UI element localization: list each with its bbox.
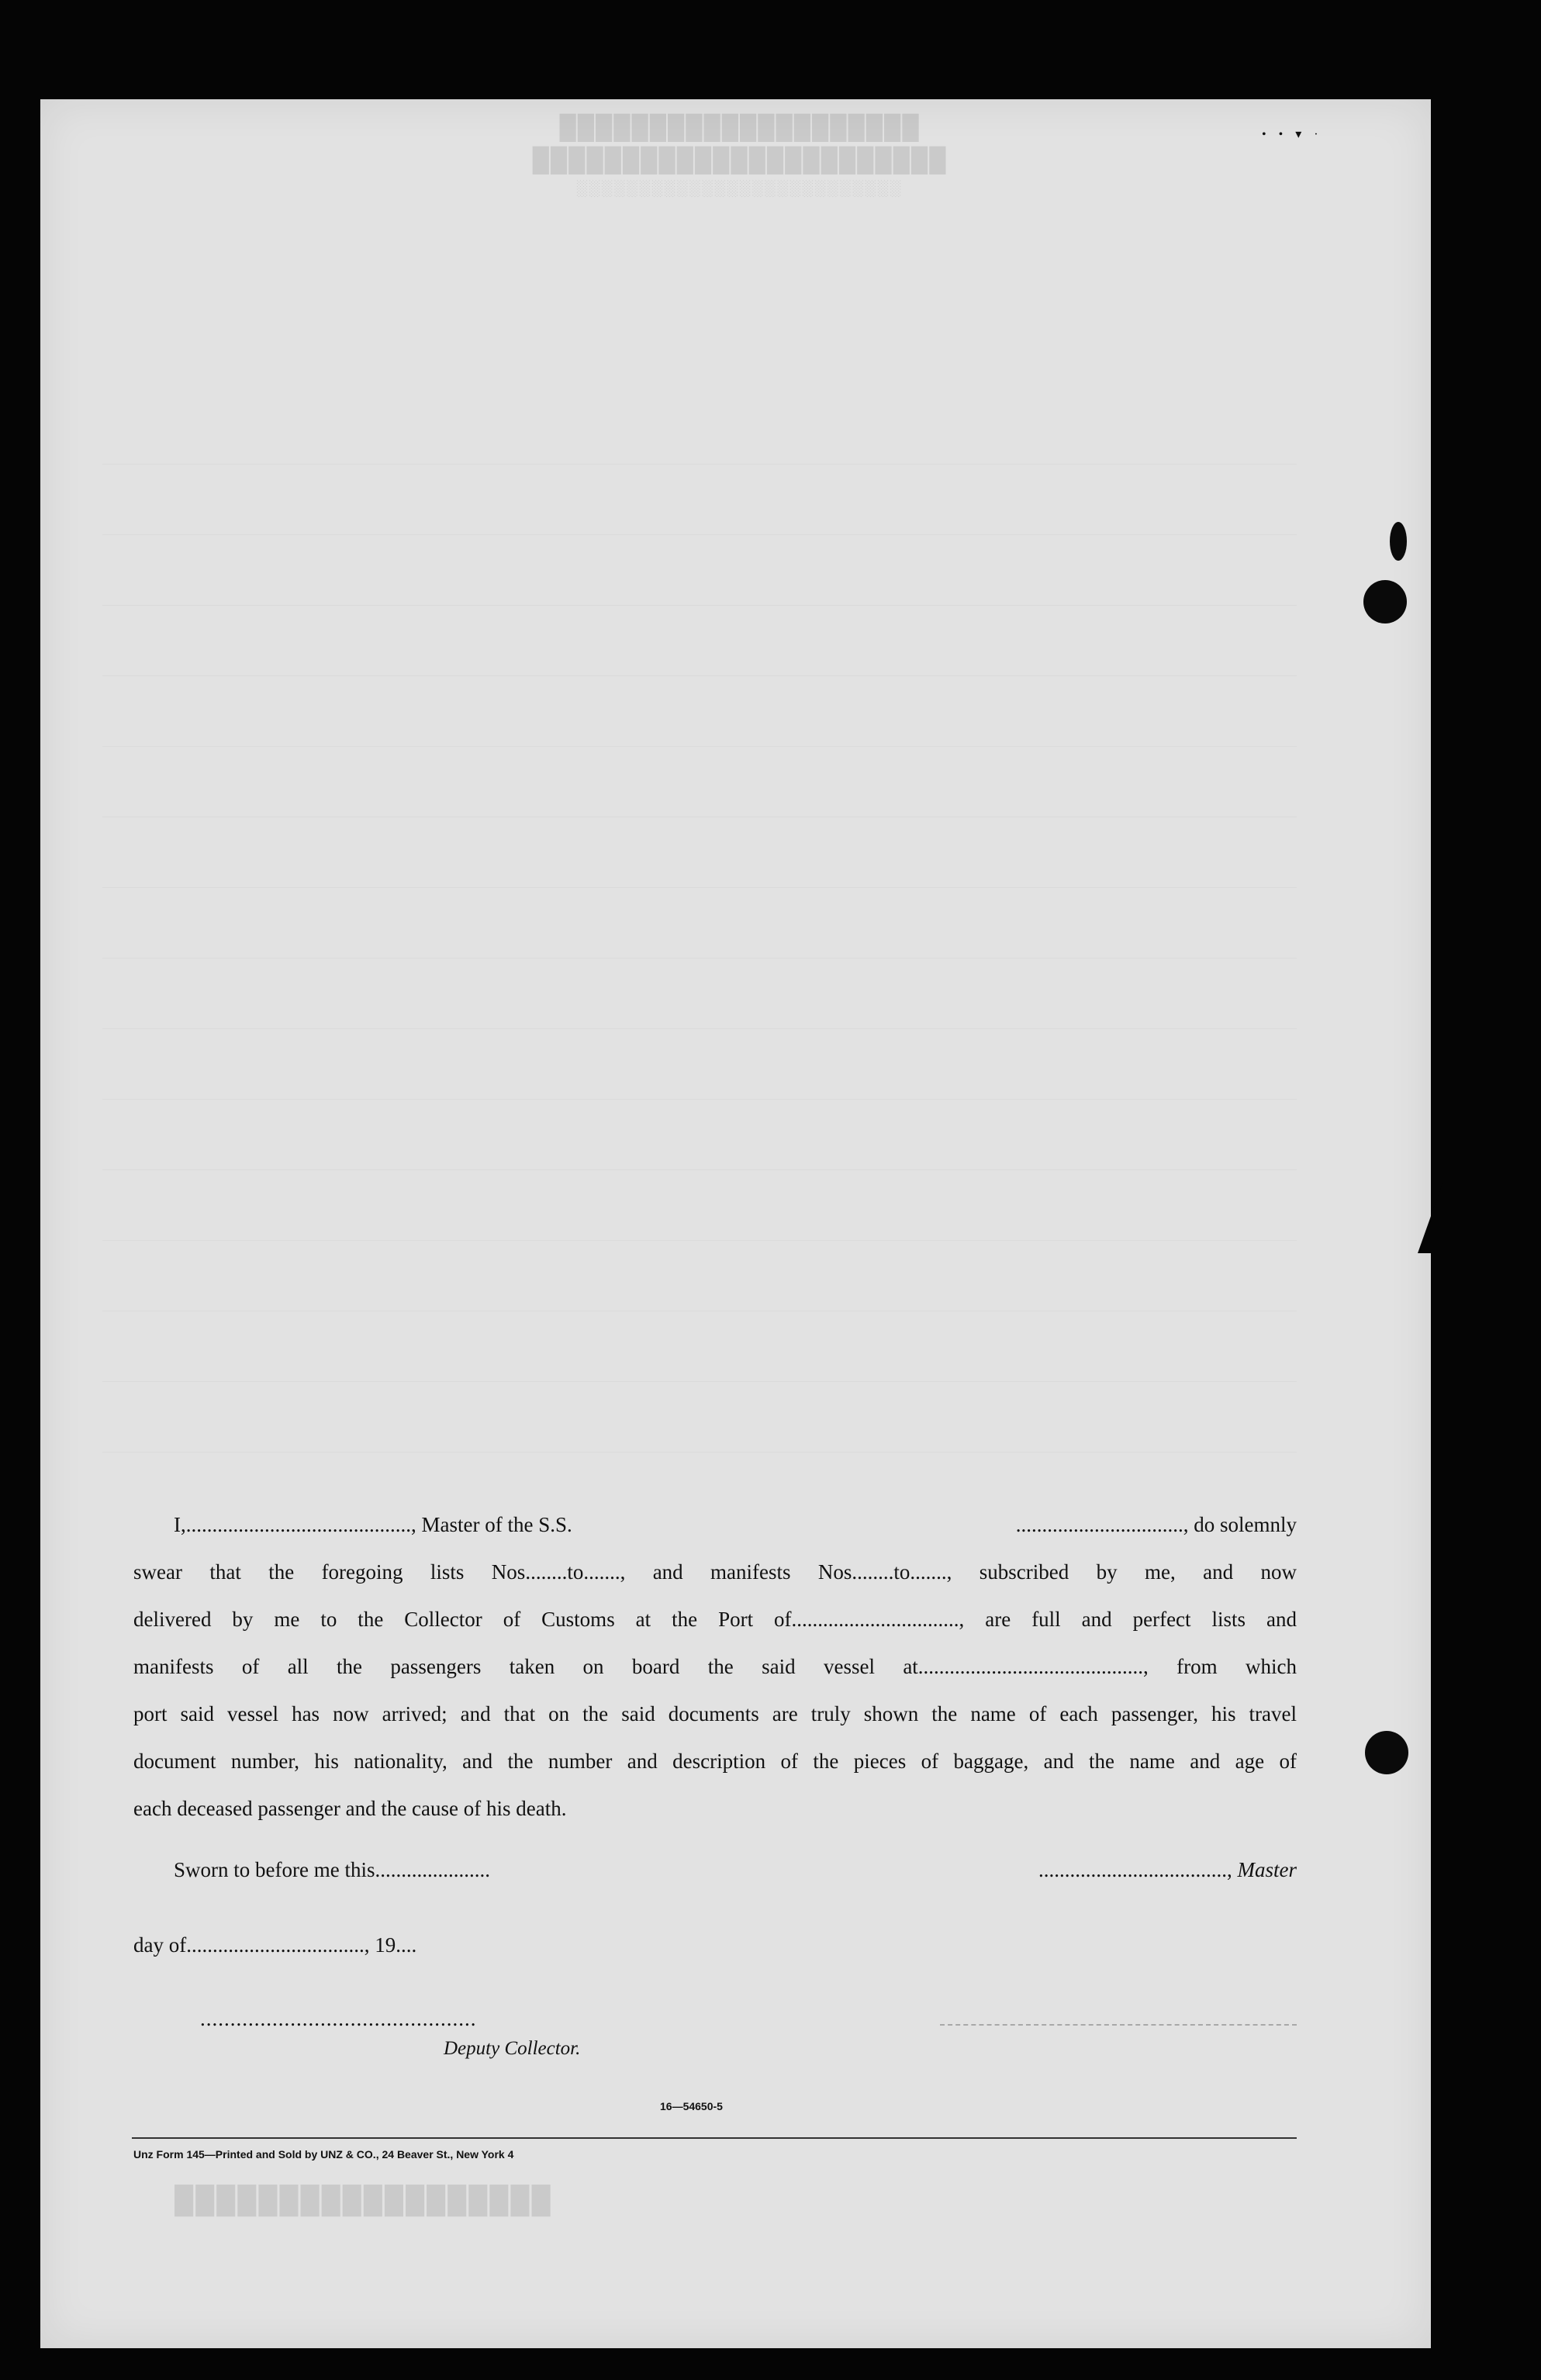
master-signature-line [1038, 1858, 1297, 1882]
master-label: Master [1237, 1858, 1297, 1881]
paper-tear [1418, 1183, 1443, 1253]
bleed-through-stamp: ██████████████████ [172, 2185, 551, 2215]
sworn-before-me: Sworn to before me this...................... [174, 1858, 490, 1881]
oath-paragraph [133, 1501, 1297, 1832]
bleed-through-rows [102, 394, 1297, 1453]
oath-line-6: document number, his nationality, and the number and description of the pieces of baggage, and the name and age of [133, 1750, 1297, 1773]
manifest-sheet [40, 99, 1431, 2348]
punch-hole-bottom [1365, 1731, 1408, 1774]
oath-line-2: swear that the foregoing lists Nos........to......., and manifests Nos........to......., subscribed by me, and now [133, 1560, 1297, 1584]
oath-line-3: delivered by me to the Collector of Customs at the Port of................................, are full and perfect lists and [133, 1608, 1297, 1631]
oath-line-4: manifests of all the passengers taken on board the said vessel at..........................................., from which [133, 1655, 1297, 1678]
faint-bleed-marks [940, 2024, 1297, 2026]
deputy-signature-line: .............................................. [200, 2007, 477, 2030]
paper-damage [1390, 522, 1407, 561]
day-of-line: day of.................................., 19.... [133, 1933, 417, 1957]
master-dots: ...................................., [1038, 1858, 1238, 1881]
form-number: 16—54650-5 [660, 2100, 723, 2112]
oath-line-7: each deceased passenger and the cause of his death. [133, 1797, 567, 1820]
printer-credit: Unz Form 145—Printed and Sold by UNZ & CO., 24 Beaver St., New York 4 [133, 2148, 514, 2161]
deputy-collector-label: Deputy Collector. [444, 2038, 581, 2059]
bleed-through-header: ████████████████████ ███████████████████████ ░░░░░░░░░░░░░░░░░░░░░░░░░░ [530, 115, 946, 197]
ink-specks: • • ▾ · [1262, 128, 1323, 141]
footer-rule [132, 2137, 1297, 2139]
punch-hole-top [1363, 580, 1407, 623]
oath-line-1b: ................................, do solemnly [1015, 1513, 1297, 1536]
oath-line-1a: I,..........................................., Master of the S.S. [174, 1513, 572, 1536]
oath-line-5: port said vessel has now arrived; and that on the said documents are truly shown the name of each passenger, his travel [133, 1702, 1297, 1725]
